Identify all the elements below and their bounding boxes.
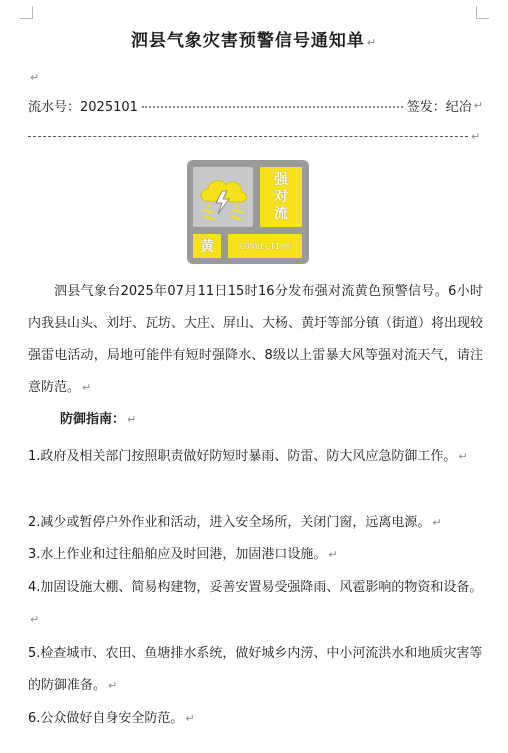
- paragraph-mark: ↵: [366, 36, 378, 49]
- defense-item: [28, 507, 483, 539]
- signal-english-label: CONVECTION: [228, 234, 302, 258]
- signal-cloud-panel: [193, 167, 253, 227]
- defense-item: [28, 539, 483, 571]
- thunderstorm-cloud-icon: [193, 167, 253, 227]
- paragraph-mark: ↵: [458, 450, 468, 463]
- separator-rule: [28, 136, 468, 137]
- defense-item-text: 1.政府及相关部门按照职责做好防短时暴雨、防雷、防大风应急防御工作。: [28, 449, 457, 464]
- paragraph-mark: ↵: [30, 613, 40, 626]
- defense-item: [28, 703, 483, 735]
- defense-item: [28, 638, 483, 702]
- paragraph-mark: ↵: [473, 98, 483, 112]
- document-title-text: 泗县气象灾害预警信号通知单: [130, 31, 365, 51]
- signal-char: 对: [274, 188, 288, 205]
- warning-signal-icon: [187, 160, 309, 264]
- defense-item-text: 6.公众做好自身安全防范。: [28, 711, 184, 726]
- defense-item: [28, 441, 483, 473]
- paragraph-mark: ↵: [328, 548, 338, 561]
- defense-guide-heading: [60, 408, 136, 427]
- document-title: [0, 26, 508, 51]
- paragraph-mark: ↵: [432, 516, 442, 529]
- empty-paragraph: [28, 66, 39, 85]
- serial-number: 流水号：2025101: [28, 99, 138, 115]
- paragraph-mark: ↵: [30, 71, 40, 84]
- defense-item-text: 4.加固设施大棚、简易构建物，妥善安置易受强降雨、风雹影响的物资和设备。: [28, 580, 483, 595]
- defense-item-text: 2.减少或暂停户外作业和活动，进入安全场所，关闭门窗，远离电源。: [28, 515, 431, 530]
- page-corner-mark-top-right: [476, 6, 489, 19]
- paragraph-mark: ↵: [82, 381, 92, 394]
- signal-char: 强: [274, 171, 288, 188]
- defense-item: [28, 572, 483, 636]
- defense-item-text: 5.检查城市、农田、鱼塘排水系统，做好城乡内涝、中小河流洪水和地质灾害等的防御准备。: [28, 646, 483, 693]
- issuer: 签发：纪冶: [406, 99, 472, 115]
- serial-line: [28, 96, 483, 114]
- paragraph-mark: ↵: [471, 130, 481, 143]
- defense-item-text: 3.水上作业和过往船舶应及时回港，加固港口设施。: [28, 547, 327, 562]
- dotted-leader: [142, 106, 403, 108]
- paragraph-mark: ↵: [108, 679, 118, 692]
- page-corner-mark-top-left: [20, 6, 33, 19]
- signal-type-chars: [260, 167, 302, 227]
- body-paragraph-text: 泗县气象台2025年07月11日15时16分发布强对流黄色预警信号。6小时内我县山头、刘圩、瓦坊、大庄、屏山、大杨、黄圩等部分镇（街道）将出现较强雷电活动，局地可能伴有短时强降水、8级以上雷暴大风等强对流天气，请注意防范。: [28, 284, 484, 395]
- defense-guide-heading-text: 防御指南：: [60, 412, 126, 427]
- signal-color-level: 黄: [193, 234, 221, 258]
- body-paragraph: [28, 276, 483, 404]
- paragraph-mark: ↵: [127, 413, 137, 426]
- paragraph-mark: ↵: [185, 712, 195, 725]
- signal-char: 流: [274, 205, 288, 222]
